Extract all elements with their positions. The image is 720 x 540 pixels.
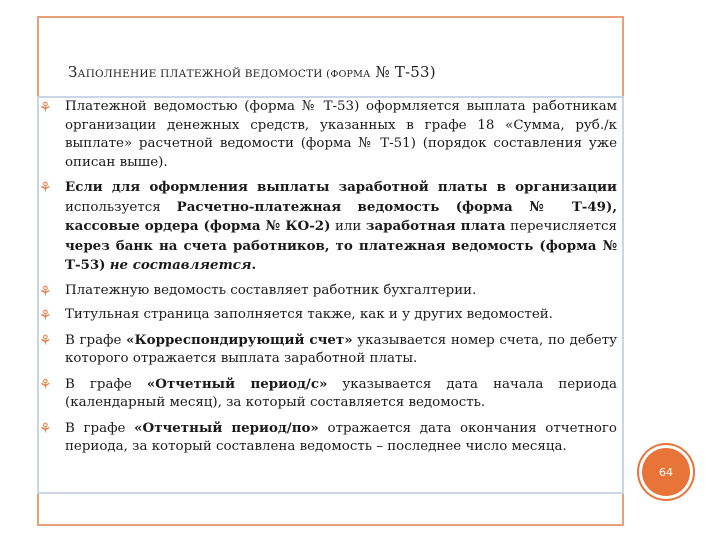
title-part: АПОЛНЕНИЕ ПЛАТЕЖНОЙ ВЕДОМОСТИ ( [77, 68, 331, 80]
bullet-ornament-icon: ⚘ [39, 283, 52, 300]
bullet-text: заработная плата [365, 218, 506, 234]
bullet-text: или [330, 219, 366, 234]
bullet-text: используется [65, 199, 177, 215]
bullet-text: указывается номер счета, по дебету которого отражается выплата заработной платы. [65, 332, 618, 366]
bullet-ornament-icon: ⚘ [39, 180, 52, 196]
bullet-text: «Отчетный период/с» [146, 375, 328, 392]
page-number-badge [642, 448, 690, 496]
bullet-text: через банк на счета работников, то платежная ведомость (форма № Т-53) [65, 237, 617, 273]
bullet-item [37, 419, 617, 457]
bullet-text: В графе [65, 420, 135, 436]
bullet-text: «Корреспондирующий счет» [126, 331, 353, 348]
bullet-list [37, 98, 617, 463]
bullet-text: перечисляется [505, 219, 617, 234]
bullet-text: . [251, 257, 257, 273]
title-part: ФОРМА [330, 69, 371, 80]
bullet-ornament-icon: ⚘ [39, 100, 52, 116]
bullet-item [37, 178, 617, 276]
title-area [37, 16, 624, 100]
bullet-text: Платежную ведомость составляет работник бухгалтерии. [65, 282, 477, 298]
bullet-ornament-icon: ⚘ [39, 332, 52, 349]
bullet-text: Платежной ведомостью (форма № Т-53) оформляется выплата работникам организации денежных средств, указанных в графе 18 «Сумма, руб./к выплате» расчетной ведомости (форма № Т-51) (порядок составления уже описан выше). [65, 99, 617, 170]
bullet-item [37, 98, 617, 172]
bullet-ornament-icon: ⚘ [39, 308, 52, 324]
bullet-text: В графе [65, 376, 147, 392]
bullet-text: указывается дата начала периода (календарный месяц), за который составляется ведомость. [65, 376, 617, 410]
bullet-text: Расчетно-платежная ведомость (форма № Т-49), кассовые ордера (форма № КО-2) [65, 198, 617, 234]
bullet-item [37, 306, 617, 325]
bullet-ornament-icon: ⚘ [39, 376, 52, 393]
bullet-text: Титульная страница заполняется также, как и у других ведомостей. [65, 307, 553, 322]
bullet-text: Если для оформления выплаты заработной платы в организации [65, 179, 617, 195]
bullet-item [37, 375, 617, 413]
page-number: 64 [659, 465, 673, 479]
title-part: № Т-53) [370, 63, 436, 81]
bullet-item [37, 331, 617, 369]
bullet-text: «Отчетный период/по» [134, 419, 319, 436]
bullet-ornament-icon: ⚘ [39, 420, 52, 437]
bullet-text: не составляется [109, 257, 252, 273]
slide-title [68, 63, 588, 81]
bullet-text: В графе [65, 332, 127, 348]
bullet-item [37, 282, 617, 301]
bullet-text: отражается дата окончания отчетного периода, за который составлена ведомость – последнее число месяца. [65, 420, 617, 454]
title-part: З [68, 63, 78, 81]
